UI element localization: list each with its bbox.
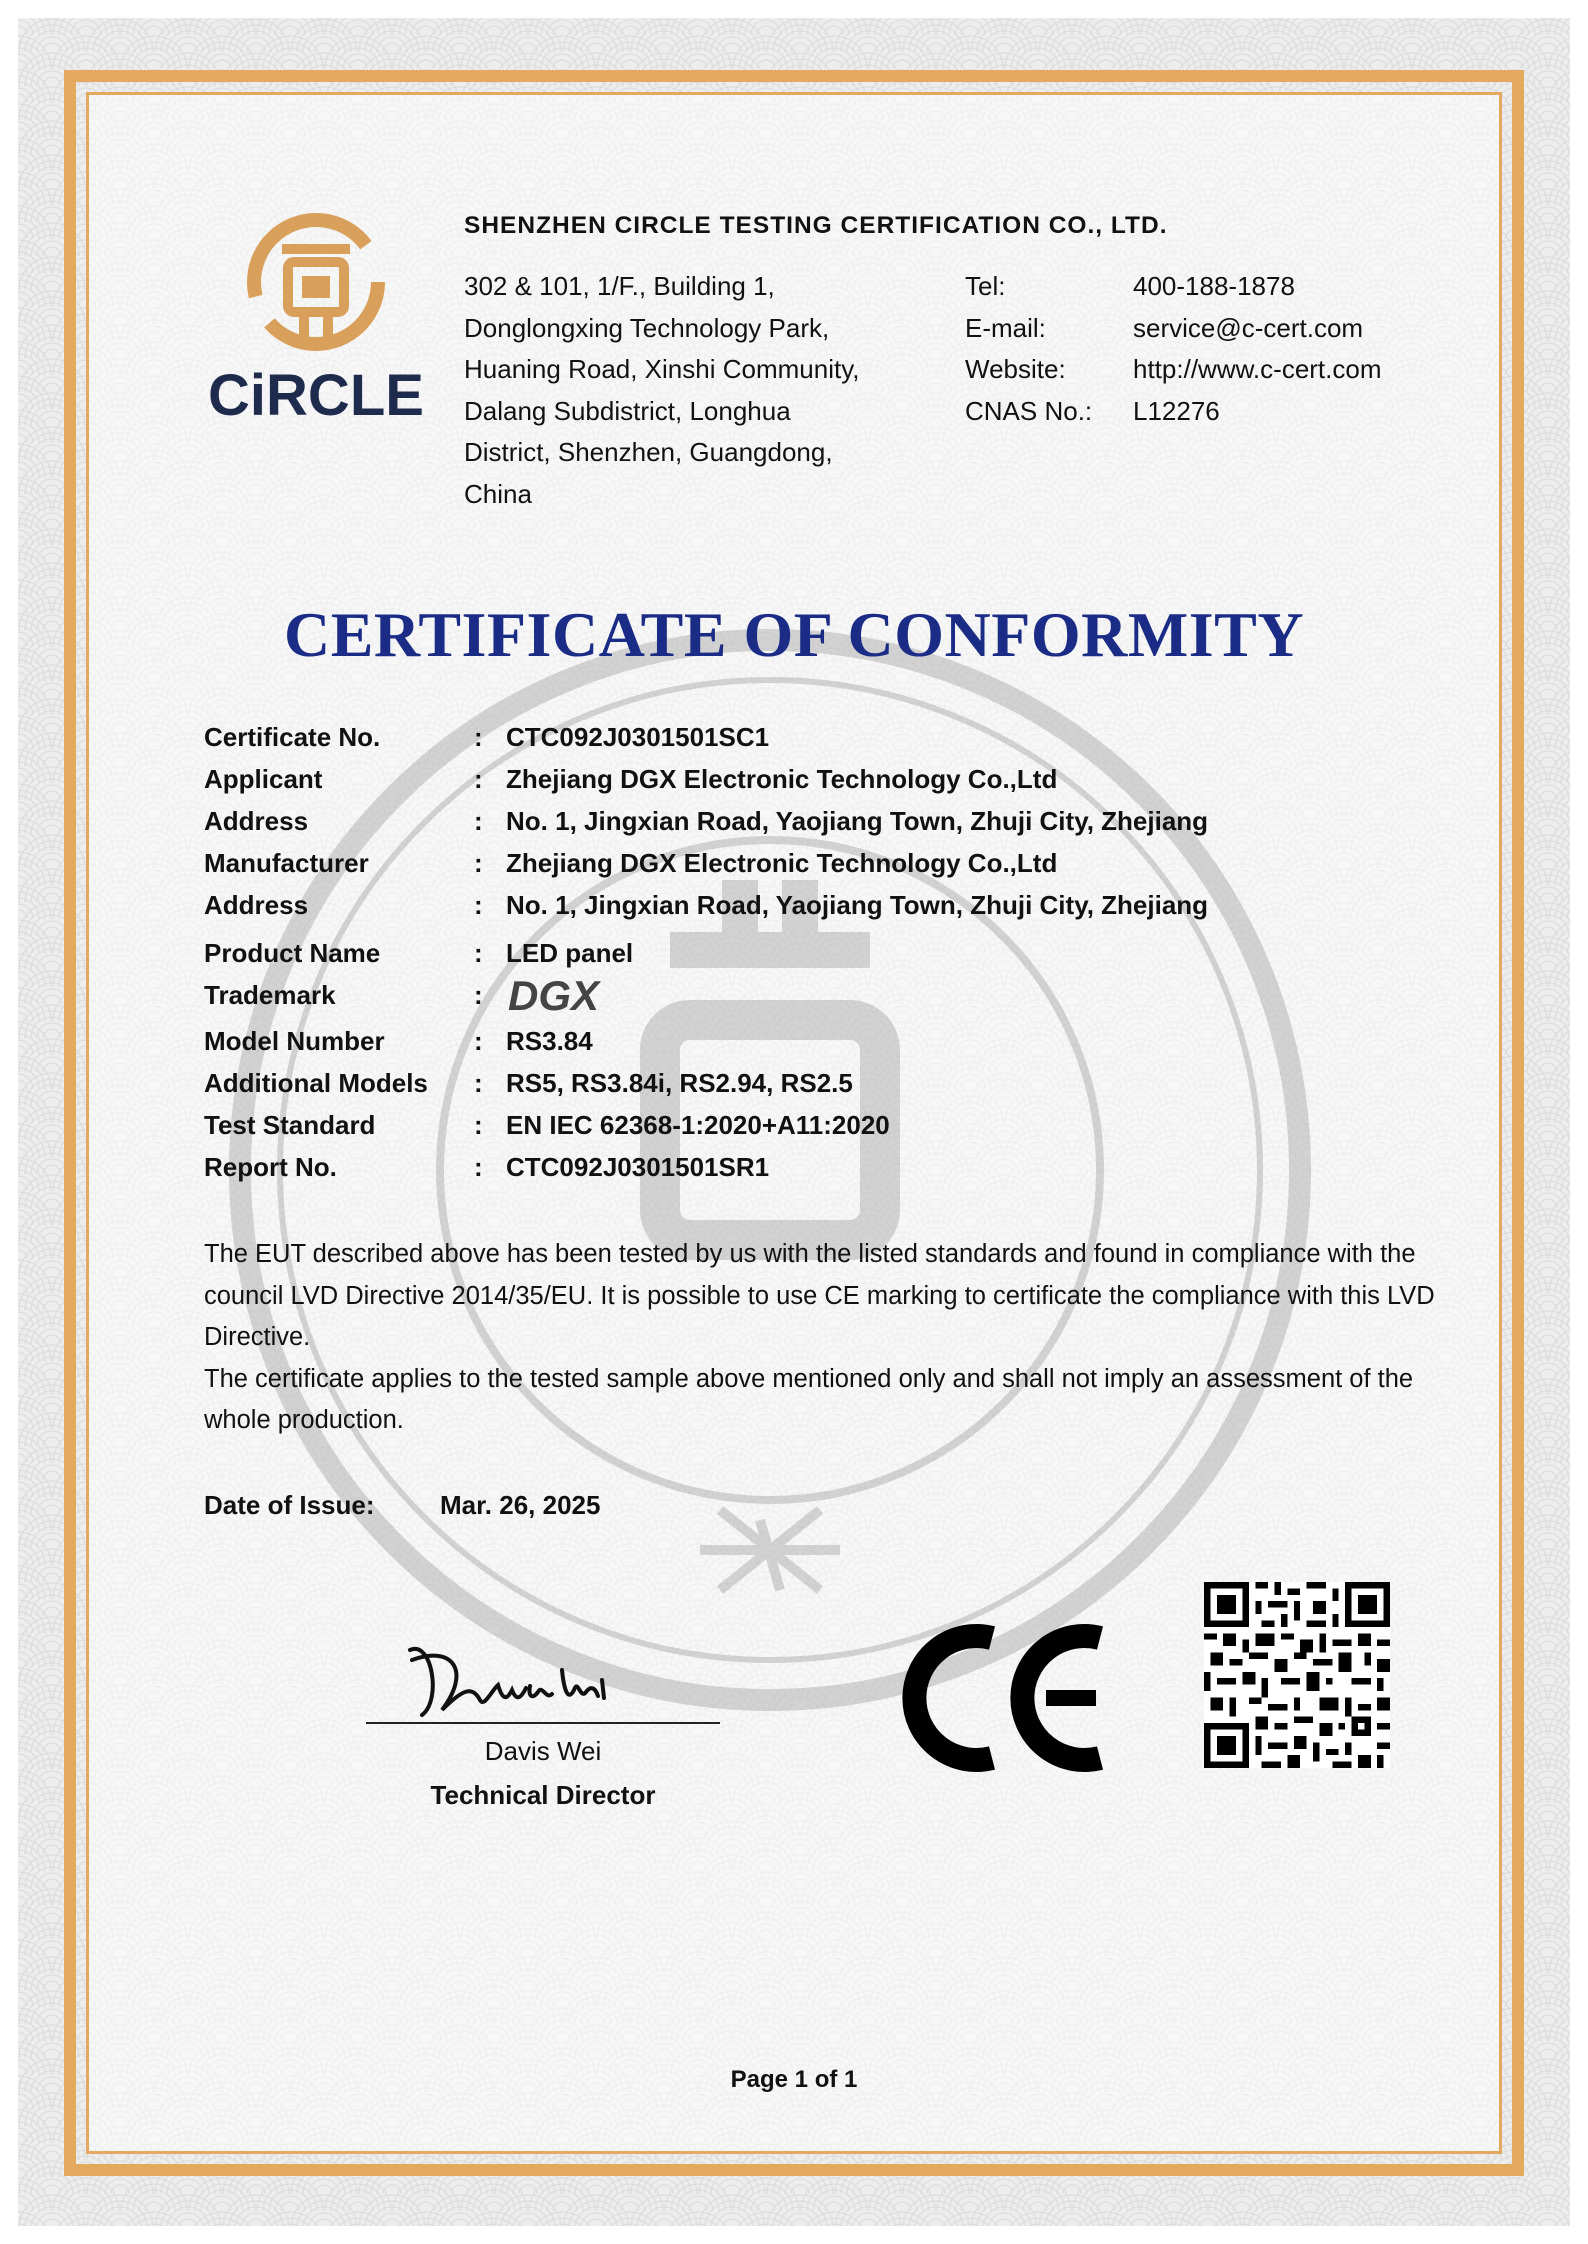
address-line: Huaning Road, Xinshi Community, (464, 354, 860, 384)
contact-tel: Tel: 400-188-1878 (965, 271, 1295, 301)
contact-info (965, 266, 1382, 432)
signature-line (366, 1722, 720, 1724)
signatory-name: Davis Wei (484, 1736, 602, 1766)
qr-code-icon (1204, 1582, 1390, 1768)
issue-date: Mar. 26, 2025 (440, 1490, 601, 1520)
circle-logo (196, 210, 436, 425)
page-number: Page 1 of 1 (730, 2066, 858, 2093)
certificate-title: CERTIFICATE OF CONFORMITY (283, 599, 1305, 670)
company-address (464, 266, 859, 515)
address-line: Donglongxing Technology Park, (464, 312, 830, 343)
signature (402, 1630, 622, 1730)
date-of-issue (204, 1490, 601, 1521)
trademark-logo (506, 976, 686, 1023)
contact-cnas: CNAS No.: L12276 (965, 395, 1220, 426)
company-name: SHENZHEN CIRCLE TESTING CERTIFICATION CO., LTD. (464, 212, 1168, 239)
logo-text: CiRCLE (208, 363, 424, 425)
signatory-title: Technical Director (430, 1780, 656, 1810)
address-line: District, Shenzhen, Guangdong, (464, 437, 833, 467)
contact-website: Website: http://www.c-cert.com (965, 354, 1382, 384)
address-line: 302 & 101, 1/F., Building 1, (464, 271, 775, 301)
statement-paragraph: The EUT described above has been tested by us with the listed standards and found in compliance with the council LVD Directive 2014/35/EU. It is possible to use CE marking to certificate the compliance with this LVD Directive. (204, 1240, 1435, 1351)
compliance-statement (204, 1234, 1464, 1442)
address-line: China (464, 478, 532, 509)
address-line: Dalang Subdistrict, Longhua (464, 395, 791, 426)
issue-label: Date of Issue: (204, 1490, 375, 1520)
ce-mark-icon (900, 1622, 1110, 1774)
statement-paragraph: The certificate applies to the tested sample above mentioned only and shall not imply an assessment of the whole production. (204, 1364, 1414, 1434)
contact-email: E-mail: service@c-cert.com (965, 312, 1364, 343)
trademark-text: DGX (508, 976, 600, 1016)
